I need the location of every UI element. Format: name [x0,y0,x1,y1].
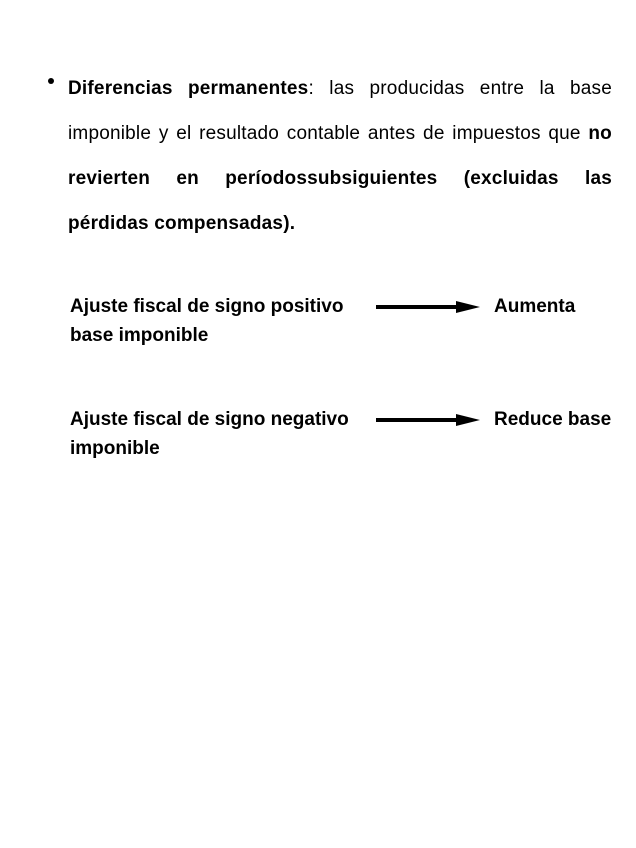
right-arrow-icon [376,301,480,313]
bullet-colon: : [308,78,314,99]
bullet-emphasis-text: no revierten en períodossubsiguientes (excluidas las pérdidas compensadas). [68,123,612,234]
adjustment-row-positive [70,292,630,352]
bullet-term: Diferencias permanentes [68,78,309,99]
bullet-paragraph [68,66,612,246]
bullet-plain-text: las producidas entre la base imponible y el resultado contable antes de impuestos que [68,78,612,144]
adjustment-effect-negative: Reduce base [494,409,612,430]
adjustment-effect-positive: Aumenta [494,296,576,317]
adjustment-row-negative [70,405,630,465]
right-arrow-icon [376,414,480,426]
permanent-differences-bullet [48,66,612,246]
bullet-dot-icon [48,78,54,84]
adjustment-condition-negative: Ajuste fiscal de signo negativo imponible [70,409,349,459]
adjustment-condition-positive: Ajuste fiscal de signo positivo base imponible [70,296,344,346]
